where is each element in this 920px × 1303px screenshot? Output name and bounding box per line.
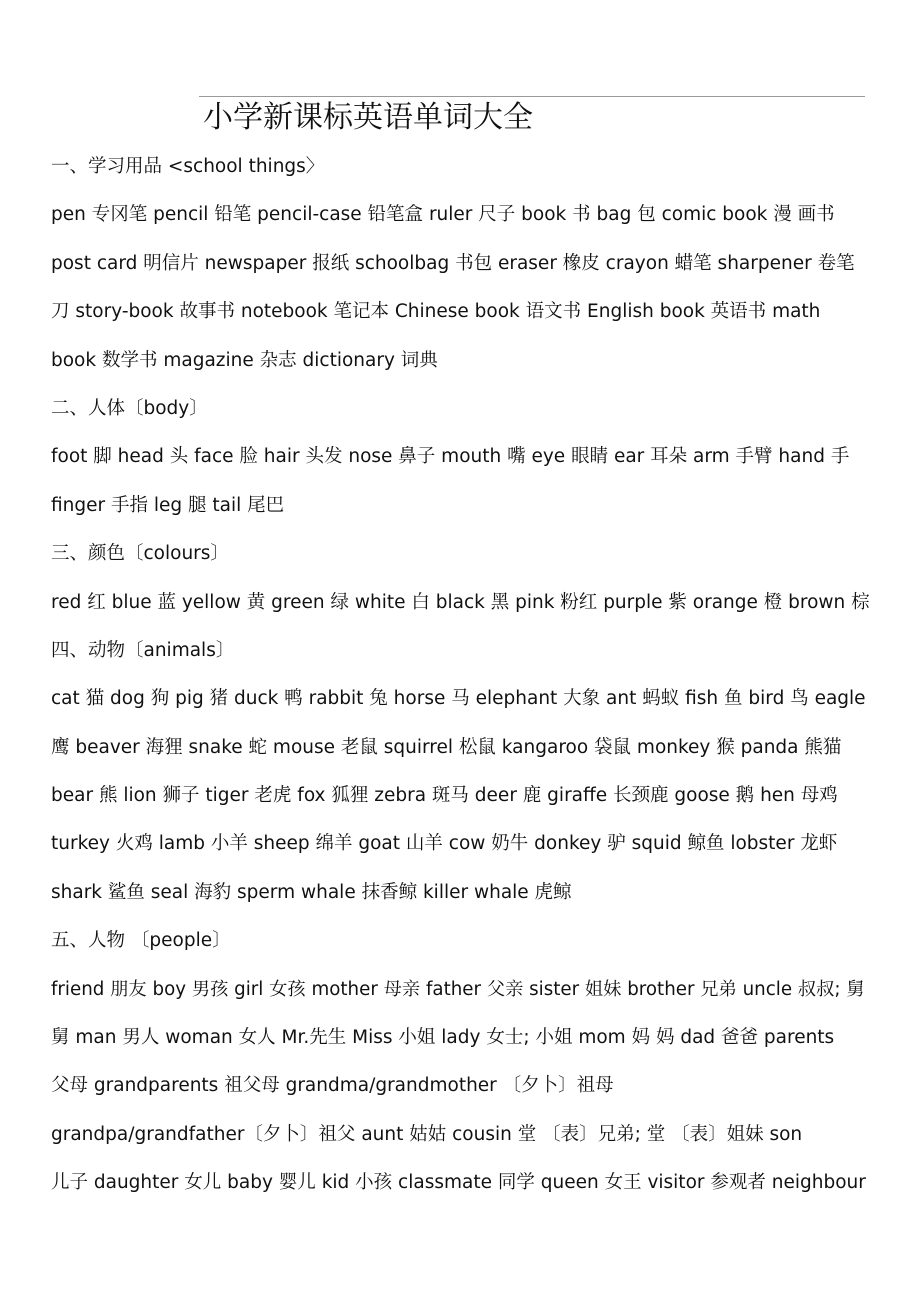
text-line: shark 鲨鱼 seal 海豹 sperm whale 抹香鲸 killer whale 虎鲸 [51, 881, 572, 903]
text-line: red 红 blue 蓝 yellow 黄 green 绿 white 白 black 黑 pink 粉红 purple 紫 orange 橙 brown 棕 [51, 591, 870, 613]
section-heading-school-things: 一、学习用品 <school things〉 [51, 156, 325, 177]
text-line: post card 明信片 newspaper 报纸 schoolbag 书包 eraser 橡皮 crayon 蜡笔 sharpener 卷笔 [51, 252, 855, 274]
text-line: cat 猫 dog 狗 pig 猪 duck 鸭 rabbit 兔 horse 马 elephant 大象 ant 蚂蚁 fish 鱼 bird 鸟 eagle [51, 688, 866, 710]
section-heading-animals: 四、动物〔animals〕 [51, 639, 235, 661]
text-line: turkey 火鸡 lamb 小羊 sheep 绵羊 goat 山羊 cow 奶牛 donkey 驴 squid 鲸鱼 lobster 龙虾 [51, 833, 838, 855]
page-title: 小学新课标英语单词大全 [203, 100, 533, 135]
text-line: pen 专冈笔 pencil 铅笔 pencil-case 铅笔盒 ruler 尺子 book 书 bag 包 comic book 漫 画书 [51, 204, 835, 226]
text-line: 刀 story-book 故事书 notebook 笔记本 Chinese book 语文书 English book 英语书 math [51, 301, 821, 323]
section-heading-people: 五、人物 〔people〕 [51, 930, 231, 952]
text-line: bear 熊 lion 狮子 tiger 老虎 fox 狐狸 zebra 斑马 deer 鹿 giraffe 长颈鹿 goose 鹅 hen 母鸡 [51, 785, 838, 807]
text-line: 儿子 daughter 女儿 baby 婴儿 kid 小孩 classmate 同学 queen 女王 visitor 参观者 neighbour [51, 1172, 866, 1194]
text-line: friend 朋友 boy 男孩 girl 女孩 mother 母亲 father 父亲 sister 姐妹 brother 兄弟 uncle 叔叔; 舅 [51, 978, 865, 1000]
section-heading-colours: 三、颜色〔colours〕 [51, 543, 229, 565]
header-rule [199, 96, 865, 97]
text-line: book 数学书 magazine 杂志 dictionary 词典 [51, 349, 438, 371]
section-heading-body: 二、人体〔body〕 [51, 397, 208, 419]
text-line: finger 手指 leg 腿 tail 尾巴 [51, 494, 285, 516]
text-line: grandpa/grandfather〔夕卜〕祖父 aunt 姑姑 cousin 堂 〔表〕兄弟; 堂 〔表〕姐妹 son [51, 1123, 803, 1145]
text-line: 鹰 beaver 海狸 snake 蛇 mouse 老鼠 squirrel 松鼠 kangaroo 袋鼠 monkey 猴 panda 熊猫 [51, 736, 842, 758]
text-line: foot 脚 head 头 face 脸 hair 头发 nose 鼻子 mouth 嘴 eye 眼睛 ear 耳朵 arm 手臂 hand 手 [51, 446, 850, 468]
text-line: 舅 man 男人 woman 女人 Mr.先生 Miss 小姐 lady 女士; 小姐 mom 妈 妈 dad 爸爸 parents [51, 1027, 835, 1049]
text-line: 父母 grandparents 祖父母 grandma/grandmother 〔夕卜〕祖母 [51, 1075, 614, 1097]
document-body [51, 143, 871, 1208]
